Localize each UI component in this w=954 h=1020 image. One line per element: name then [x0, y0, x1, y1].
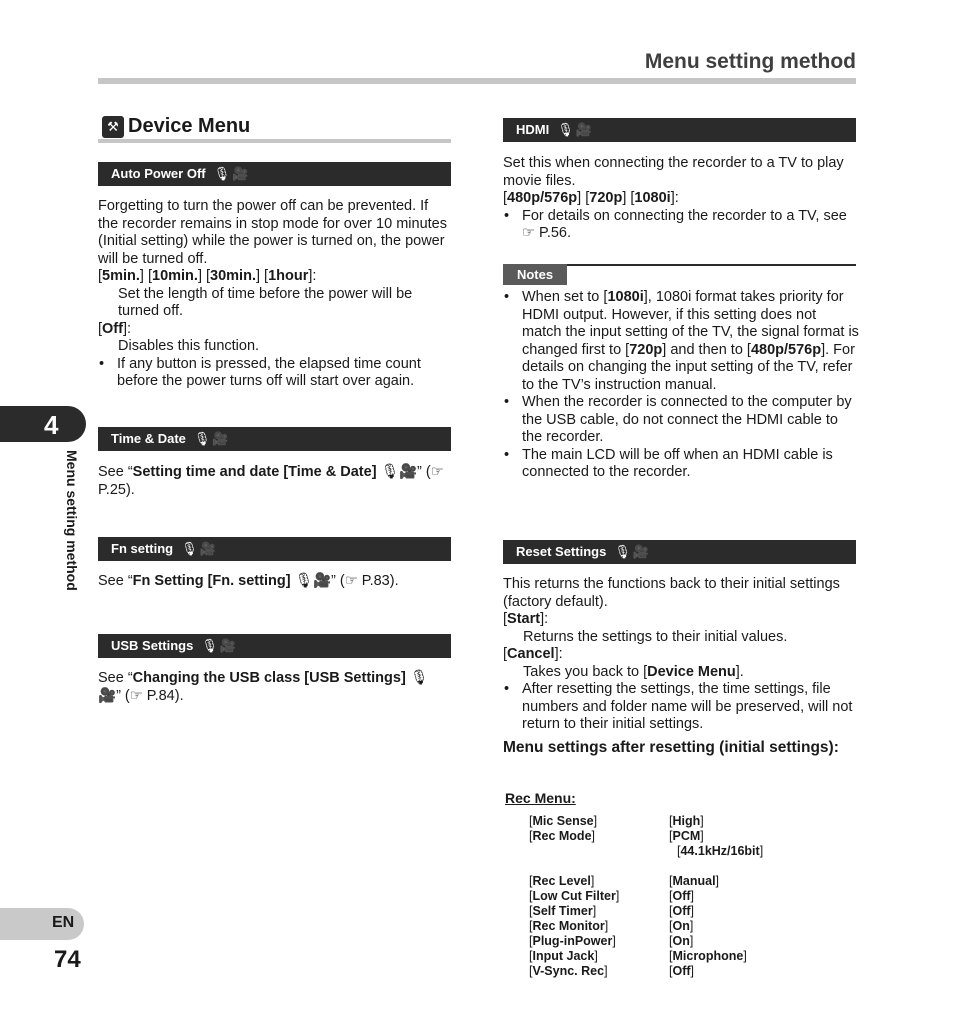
table-row: [Rec Monitor] [On]: [529, 919, 694, 933]
time-date-ref[interactable]: Setting time and date [Time & Date]: [132, 464, 377, 480]
fn-setting-title: Fn setting: [111, 541, 174, 556]
microphone-video-icon: 🎙🎥: [294, 573, 332, 589]
auto-power-intro: Forgetting to turn the power off can be prevented. If the recorder remains in stop mode for over 10 minutes (Initial setting) while the power is turned on, the power will be turned off.: [98, 198, 447, 267]
auto-power-off-option: [Off]:: [98, 320, 132, 337]
table-row: [V-Sync. Rec] [Off]: [529, 964, 695, 978]
table-row: [44.1kHz/16bit]: [677, 844, 764, 858]
notes-divider: [567, 264, 856, 266]
note-item: • The main LCD will be off when an HDMI cable is connected to the recorder.: [503, 447, 859, 482]
reset-cancel-option: [Cancel]:: [503, 646, 563, 662]
note-item: • When the recorder is connected to the computer by the USB cable, do not connect the HDMI cable to the recorder.: [503, 394, 859, 447]
chapter-vertical-label: Menu setting method: [64, 450, 80, 591]
reference-hand-icon: ☞: [129, 687, 143, 704]
hdmi-options: [480p/576p] [720p] [1080i]:: [503, 190, 679, 206]
auto-power-off-desc: Disables this function.: [118, 338, 260, 354]
time-date-header: [98, 427, 451, 451]
time-date-body: See “Setting time and date [Time & Date] 🎙🎥” (☞ P.25).: [98, 464, 444, 498]
microphone-video-icon: 🎙🎥: [98, 670, 429, 704]
usb-settings-body: See “Changing the USB class [USB Settings] 🎙🎥” (☞ P.84).: [98, 670, 429, 704]
rec-menu-table: [529, 814, 837, 979]
microphone-video-icon: 🎙🎥: [201, 638, 239, 653]
reference-hand-icon: ☞: [430, 464, 444, 480]
hdmi-intro: Set this when connecting the recorder to a TV to play movie files.: [503, 155, 844, 189]
reset-settings-header: [503, 540, 856, 564]
fn-setting-ref[interactable]: Fn Setting [Fn. setting]: [132, 573, 291, 589]
auto-power-options-desc: Set the length of time before the power will be turned off.: [118, 285, 413, 319]
usb-settings-header: [98, 634, 451, 658]
microphone-video-icon: 🎙🎥: [557, 122, 594, 137]
table-row: [Plug-inPower] [On]: [529, 934, 694, 948]
page-number: 74: [54, 946, 81, 973]
reset-bullet: • After resetting the settings, the time settings, file numbers and folder name will be preserved, will not return to their initial settings.: [503, 681, 859, 734]
page-header-title: Menu setting method: [644, 50, 856, 73]
chapter-number: 4: [44, 410, 59, 440]
table-row: [Self Timer] [Off]: [529, 904, 695, 918]
microphone-video-icon: 🎙🎥: [193, 431, 231, 446]
table-row: [Rec Mode] [PCM]: [529, 829, 704, 843]
reset-start-option: [Start]:: [503, 611, 549, 627]
microphone-video-icon: 🎙🎥: [380, 464, 418, 480]
fn-setting-header: [98, 537, 451, 561]
fn-setting-body: See “Fn Setting [Fn. setting] 🎙🎥” (☞ P.83).: [98, 573, 399, 589]
table-row: [Input Jack] [Microphone]: [529, 949, 747, 963]
reset-settings-body: [503, 576, 859, 734]
usb-settings-title: USB Settings: [111, 638, 194, 653]
reference-hand-icon: ☞: [522, 225, 535, 241]
section-title: Device Menu: [128, 115, 251, 137]
table-row: [Low Cut Filter] [Off]: [529, 889, 695, 903]
microphone-video-icon: 🎙🎥: [213, 166, 251, 181]
microphone-video-icon: 🎙🎥: [614, 544, 652, 559]
time-date-title: Time & Date: [111, 431, 186, 446]
after-reset-heading: Menu settings after resetting (initial settings):: [503, 739, 839, 756]
language-label: EN: [52, 914, 75, 931]
reset-start-desc: Returns the settings to their initial values.: [523, 628, 788, 645]
header-divider: [98, 78, 856, 84]
notes-body: [503, 289, 859, 482]
hdmi-bullet: • For details on connecting the recorder to a TV, see ☞ P.56.: [503, 208, 859, 243]
usb-settings-ref[interactable]: Changing the USB class [USB Settings]: [132, 670, 406, 686]
section-divider: [98, 139, 451, 143]
auto-power-options: [5min.] [10min.] [30min.] [1hour]:: [98, 268, 317, 284]
auto-power-off-title: Auto Power Off: [111, 166, 206, 181]
table-row: [Rec Level] [Manual]: [529, 874, 720, 888]
reference-hand-icon: ☞: [344, 573, 358, 589]
auto-power-off-body: [98, 198, 450, 391]
note-item: • When set to [1080i], 1080i format takes priority for HDMI output. However, if this setting does not match the input setting of the TV, the signal format is changed first to [720p] and then to [480p/576p]. For details on changing the input setting of the TV, refer to the TV’s instruction manual.: [503, 289, 859, 394]
hdmi-title: HDMI: [516, 122, 550, 137]
auto-power-off-header: [98, 162, 451, 186]
hdmi-header: [503, 118, 856, 142]
tool-icon: ⚒: [102, 116, 124, 138]
auto-power-bullet: • If any button is pressed, the elapsed time count before the power turns off will start over again.: [98, 356, 450, 391]
rec-menu-heading: Rec Menu:: [505, 790, 576, 806]
notes-tag: Notes: [503, 264, 567, 285]
hdmi-body: [503, 155, 859, 243]
table-row: [Mic Sense] [High]: [529, 814, 704, 828]
reset-intro: This returns the functions back to their initial settings (factory default).: [503, 576, 840, 610]
reset-settings-title: Reset Settings: [516, 544, 607, 559]
microphone-video-icon: 🎙🎥: [181, 541, 218, 556]
reset-cancel-desc: Takes you back to [Device Menu].: [523, 663, 744, 680]
